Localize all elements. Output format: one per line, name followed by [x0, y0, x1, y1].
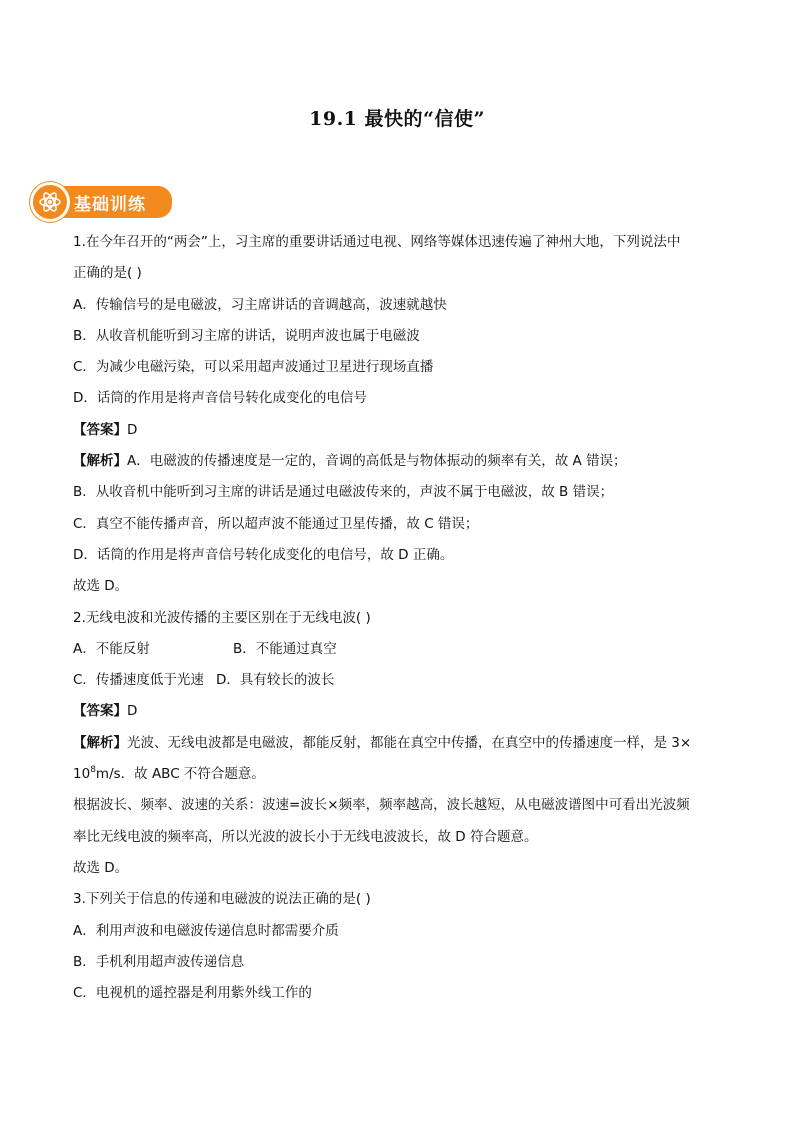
speed-rest: m/s．故 ABC 不符合题意。	[95, 766, 265, 783]
q1-conclusion: 故选 D。	[73, 578, 129, 595]
q2-option-c: C．传播速度低于光速	[73, 672, 204, 689]
q1-answer	[73, 415, 733, 446]
atom-icon	[30, 182, 70, 222]
section-banner	[30, 182, 172, 222]
analysis-tag: 【解析】	[73, 734, 127, 751]
q2-options-row2	[73, 665, 733, 696]
q1-analysis-line3: C．真空不能传播声音，所以超声波不能通过卫星传播，故 C 错误；	[73, 515, 479, 532]
analysis-text: A．电磁波的传播速度是一定的，音调的高低是与物体振动的频率有关，故 A 错误；	[127, 453, 627, 470]
page-title: 19.1 最快的“信使”	[309, 108, 485, 130]
q1-analysis-line2: B．从收音机中能听到习主席的讲话是通过电磁波传来的，声波不属于电磁波，故 B 错误；	[73, 484, 614, 501]
q2-conclusion: 故选 D。	[73, 859, 129, 876]
q3-option-b: B．手机利用超声波传递信息	[73, 953, 245, 970]
q2-answer	[73, 696, 733, 727]
question-content	[73, 227, 733, 1009]
q2-option-d: D．具有较长的波长	[215, 672, 335, 689]
q3-option-a: A．利用声波和电磁波传递信息时都需要介质	[73, 922, 339, 939]
q1-stem-line2: 正确的是( )	[73, 265, 142, 282]
speed-exponent: 8	[90, 765, 96, 776]
q1-stem-line1: 1.在今年召开的“两会”上，习主席的重要讲话通过电视、网络等媒体迅速传遍了神州大地，下列说法中	[73, 234, 681, 250]
q2-analysis-line2	[73, 759, 733, 790]
q3-stem: 3.下列关于信息的传递和电磁波的说法正确的是( )	[73, 891, 371, 908]
q2-option-a: A．不能反射	[73, 640, 150, 657]
section-label: 基础训练	[74, 195, 146, 215]
analysis-text: 光波、无线电波都是电磁波，都能反射，都能在真空中传播，在真空中的传播速度一样，是 3×	[127, 734, 692, 751]
answer-value: D	[127, 421, 138, 438]
q1-analysis-line4: D．话筒的作用是将声音信号转化成变化的电信号，故 D 正确。	[73, 546, 454, 563]
analysis-tag: 【解析】	[73, 453, 127, 470]
q1-analysis-line1	[73, 446, 733, 477]
speed-base: 10	[73, 766, 91, 783]
answer-tag: 【答案】	[73, 703, 127, 720]
q1-option-b: B．从收音机能听到习主席的讲话，说明声波也属于电磁波	[73, 327, 420, 344]
q1-option-a: A．传输信号的是电磁波，习主席讲话的音调越高，波速就越快	[73, 296, 447, 313]
q2-analysis-line4: 率比无线电波的频率高，所以光波的波长小于无线电波波长，故 D 符合题意。	[73, 828, 538, 845]
q2-analysis-line3: 根据波长、频率、波速的关系：波速=波长×频率，频率越高，波长越短，从电磁波谱图中可看出光波频	[73, 797, 690, 814]
q2-options-row1	[73, 634, 733, 665]
q2-option-b: B．不能通过真空	[233, 640, 337, 657]
answer-tag: 【答案】	[73, 421, 127, 438]
q3-option-c: C．电视机的遥控器是利用紫外线工作的	[73, 985, 312, 1002]
q1-option-c: C．为减少电磁污染，可以采用超声波通过卫星进行现场直播	[73, 359, 434, 376]
q2-analysis-line1	[73, 728, 733, 759]
answer-value: D	[127, 703, 138, 720]
q2-stem: 2.无线电波和光波传播的主要区别在于无线电波( )	[73, 609, 371, 626]
q1-option-d: D．话筒的作用是将声音信号转化成变化的电信号	[73, 390, 367, 407]
